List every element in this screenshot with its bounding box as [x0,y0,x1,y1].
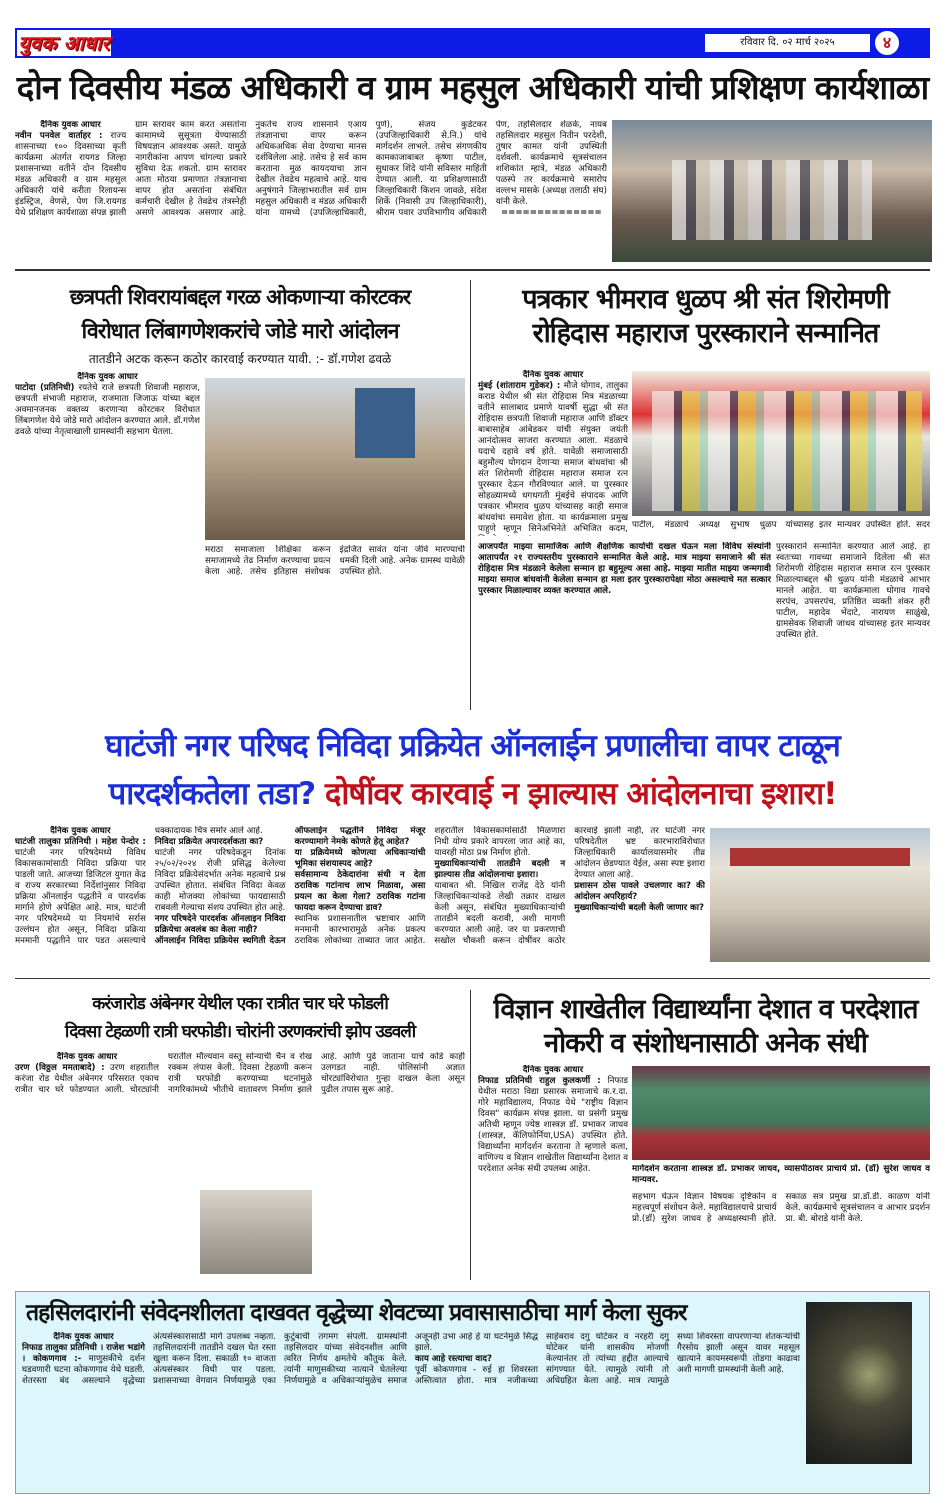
story3-body [478,370,628,536]
story3-caption: पाटील, मंडळाचे अध्यक्ष सुभाष धुळप यांच्यासह इतर मान्यवर उपस्थित होते. सदर [632,520,930,530]
story7-photo [806,1302,912,1464]
issue-date: रविवार दि. ०२ मार्च २०२५ [705,34,870,52]
banner [355,388,415,458]
headline-line: घाटंजी नगर परिषद निविदा प्रक्रियेत ऑनलाईन प्रणालीचा वापर टाळून [105,728,840,764]
dateline: दैनिक युवक आधार [50,826,111,836]
story2-text: मराठा समाजाला शिक्षिका करून समाजामध्ये तेढ निर्माण करण्याचा प्रयत्न केला आहे. तसेच इतिहास संशोधक इंद्रजित सावंत यांना जीवे मारण्याची धमकी दिली आहे. अनेक ग्रामस्थ यावेळी उपस्थित होते. [205,545,465,577]
story6-photo [632,1066,930,1160]
divider [15,978,930,979]
byline: पाटोदा (प्रतिनिधी) [15,383,75,393]
story4-body [15,826,705,968]
story2-photo [205,378,465,540]
headline-line: दिवसा टेहळणी रात्री घरफोडी। चोरांनी उरणकरांची झोप उडवली [64,1022,416,1042]
story3-text: मौजे घोगाव, तालुका कराड येथील श्री संत रोहिदास मित्र मंडळाच्या वतीने सालाबाद प्रमाणे यावर्षी सुद्धा श्री संत रोहिदास छत्रपती शिवाजी महाराज आणि डॉक्टर बाबासाहेब आंबेडकर यांची संयुक्त जयंती आनंदोत्सव साजरा करण्यात आला. मंडळाचे यदाचे दहावे वर्ष होते. यावेळी समाजासाठी बहुमौल्य योगदान देणाऱ्या समाज बांधवांचा श्री संत शिरोमणी रोहिदास महाराज समाज रत्न पुरस्कार देऊन गौरविण्यात आले. या पुरस्कार सोहळ्यामध्ये धगधगती मुंबईचे संपादक आणि पत्रकार भीमराव धुळप यांच्यासह काही समाज बांधवांचा समावेश होता. या कार्यक्रमाला प्रमुख पाहुणे म्हणून सिनेअभिनेते अभिजित कदम, [478,381,628,534]
story2-subhead: तातडीने अटक करून कठोर कारवाई करण्यात यावी. :- डॉ.गणेश ढवळे [88,352,392,366]
dateline: दैनिक युवक आधार [522,1065,584,1075]
story1-body [15,120,607,265]
byline: निफाड तालुका प्रतिनिधी । राजेश भडांगे । कोकणगाव :- [22,1343,145,1364]
headline-line: रोहिदास महाराज पुरस्काराने सन्मानित [532,318,879,349]
text: माणुसकीचे दर्शन घडवणारी घटना कोकणगाव येथे घडली. शेतरस्ता बंद असल्याने वृद्धेच्या अंत्यसंस्कारासाठी मार्ग उपलब्ध नव्हता. तहसिलदारांनी तातडीने दखल घेत रस्ता खुला करून दिला. सकाळी १० वाजता अंत्यसंस्कार विधी पार पडला. प्रशासनाच्या वेगवान निर्णयामुळे एका कुटुंबाची तगमग संपली. ग्रामस्थांनी तहसिलदार यांच्या संवेदनशील आणि त्वरित निर्णय क्षमतेचे कौतुक केले. त्यांनी माणुसकीच्या नात्याने घेतलेल्या निर्णयामुळे व अधिकाऱ्यांमुळेच समाज अजूनही उभा आहे हे या घटनेमुळे सिद्ध झाले. [22,1332,538,1386]
text: घाटंजी नगर परिषदेमध्ये विविध विकासकामांसाठी निविदा प्रक्रिया पार पाडली जाते. आजच्या डिजिटल युगात केंद्र व राज्य सरकारच्या निर्देशांनुसार निविदा प्रक्रिया ऑनलाईन पद्धतीने व पारदर्शक मार्गाने होणे अपेक्षित आहे. मात्र, घाटंजी नगर परिषदेमध्ये या नियमांचे सर्रास उल्लंघन होत असून, निविदा प्रक्रिया मनमानी पद्धतीने पार पडत असल्याचे धक्कादायक चित्र समोर आले आहे. [15,826,263,946]
story2-body [15,372,200,708]
text: घाटंजी नगर परिषदेकडून दिनांक २५/०२/२०२४ रोजी प्रसिद्ध केलेल्या निविदा प्रक्रियेसंदर्भात अनेक महत्वाचे प्रश्न उपस्थित होतात. संबंधित निविदा केवळ काही मोजक्या लोकांच्या फायद्यासाठी राबवली गेल्याचा संशय उपस्थित होत आहे. [154,848,286,913]
headline-line: पत्रकार भीमराव धुळप श्री संत शिरोमणी [522,284,889,315]
masthead [15,28,930,58]
story3-body-right: पुरस्काराने सन्मानित करण्यात आले आहे. हा स्वतःच्या गावच्या समाजाने दिलेला श्री संत शिरोमणी रोहिदास महाराज समाज रत्न पुरस्कार मिळाल्याबद्दल श्री धुळप यांनी मंडळाचे आभार मानले आहेत. या कार्यक्रमाला घोगाव गावचे सरपंच, उपसरपंच, प्रतिष्ठित व्यक्ती शंकर हरी पाटील, महादेव भेंदाटे, नारायण साळुंखे, ग्रामसेवक शिवाजी जाधव यांच्यासह इतर मान्यवर उपस्थित होते. [776,542,930,640]
story6-caption: मार्गदर्शन करताना शास्त्रज्ञ डॉ. प्रभाकर जाधव, व्यासपीठावर प्राचार्य प्रो. (डॉ) सुरेश जाधव व मान्यवर. [632,1164,930,1185]
subheading: प्रशासन ठोस पावले उचलणार का? की आंदोलन अपरिहार्य? [574,881,705,902]
byline: मुंबई (शांताराम गुडेकर) : [478,381,561,391]
subheading: सर्वसामान्य ठेकेदारांना संधी न देता ठराविक गटांनाच लाभ मिळावा, असा प्रयत्न का केला गेला? ठराविक गटांना फायदा करून देण्याचा डाव? [294,870,426,913]
text: याबाबत श्री. निखिल राजेंद्र देठे यांनी जिल्हाधिकाऱ्यांकडे लेखी तक्रार दाखल केली असून, संबंधित मुख्याधिकाऱ्यांची तातडीने बदली करावी, अशी मागणी करण्यात आली आहे. जर या प्रकरणाची सखोल चौकशी करून दोषींवर कठोर कारवाई झाली नाही, तर घाटंजी नगर परिषदेतील भ्रष्ट कारभाराविरोधात जिल्हाधिकारी कार्यालयासमोर तीव्र आंदोलन छेडण्यात येईल, असा स्पष्ट इशारा देण्यात आला आहे. [434,826,705,946]
headline-part-red: दोषींवर कारवाई न झाल्यास आंदोलनाचा इशारा! [324,776,837,812]
text: उरण शहरातील करंजा रोड येथील अंबेनगर परिसरात एकाच रात्रीत चार घरे फोडण्यात आली. चोरट्यांनी घरातील मौल्यवान वस्तू सोन्याची चैन व रोख रक्कम लंपास केली. दिवसा टेहळणी करून रात्री घरफोडी करण्याच्या घटनांमुळे नागरिकांमध्ये भीतीचे वातावरण निर्माण झाले आहे. आणि पुढे जाताना याचे कोडे काही उलगडत नाही. पोलिसांनी अज्ञात चोरट्यांविरोधात गुन्हा दाखल केला असून पुढील तपास सुरू आहे. [15,1052,465,1095]
story1-text: राज्य शासनाच्या १०० दिवसाच्या कृती कार्यक्रमा अंतर्गत रायगड जिल्हा प्रशासनाच्या वतीने दोन दिवसीय मंडळ अधिकारी व ग्राम महसुल अधिकारी यांचे करीता रिलायन्स इंडस्ट्रिज, वेणसे, पेण जि.रायगड येथे प्रशिक्षण कार्यशाळा संपन्न झाली ग्राम स्तरावर काम करत असतांना कामामध्ये सुसूत्रता येण्यासाठी विषयज्ञान आवश्यक असते. यामुळे नागरीकांना आपण चांगल्या प्रकारे सुविधा देऊ शकतो. ग्राम स्तरावर आता मोठया प्रमाणात तंत्रज्ञानाचा वापर होत असतांना संबंधित कर्मचारी देखील हे तेवढेच तंत्रस्नेही असणे आवश्यक असणार आहे. नुकतेच राज्य शासनाने एआय तंत्रज्ञानाचा वापर करून अधिकअधिक सेवा देण्याचा मानस दर्शविलेला आहे. तसेच हे सर्व काम करताना मुळ कायदयाचा ज्ञान देखील तेवढेच महत्वाचे आहे. याच अनुषंगाने जिल्हाभरातील सर्व ग्राम महसुल अधिकारी व मंडळ अधिकारी यांना यामध्ये (उपजिल्हाधिकारी, पुणे), संजय कुडेटकर (उपजिल्हाधिकारी से.नि.) यांचे मार्गदर्शन लाभले. तसेच संगणकीय कामकाजाबाबत कृष्णा पाटील, सुधाकर शिंदे यांनी सविस्तर माहिती देण्यात आली. या प्रशिक्षणासाठी जिल्हाधिकारी किशन जावळे, संदेश शिर्के (निवासी उप जिल्हाधिकारी), श्रीराम पवार उपविभागीय अधिकारी पेण, तहसिलदार शेळके, नायब तहसिलदार महसुल नितीन परदेशी, तुषार कामत यांनी उपस्थिती दर्शवली. कार्यक्रमाचे सूत्रसंचालन शशिकांत म्हात्रे, मंडळ अधिकारी पळस्पे तर कार्यक्रमाचे समारोप वल्लभ मासके (अध्यक्ष तलाठी संघ) यांनी केले. [15,120,607,218]
story2-body-cont [205,545,465,708]
story4-headline [15,722,930,818]
story2-text: रयतेचे राजे छत्रपती शिवाजी महाराज, छत्रपती संभाजी महाराज, राजमाता जिजाऊ यांच्या बद्दल अवमानजनक वक्तव्य करणाऱ्या कोरटकर विरोधात लिंबागणेश येथे जोडे मारो आंदोलन करण्यात आले. डॉ.गणेश ढवळे यांच्या नेतृत्वाखाली ग्रामस्थांनी सहभाग घेतला. [15,383,200,437]
story1-headline: दोन दिवसीय मंडळ अधिकारी व ग्राम महसुल अधिकारी यांची प्रशिक्षण कार्यशाळा [16,68,929,107]
story3-headline [478,283,933,351]
story7-headline: तहसिलदारांनी संवेदनशीलता दाखवत वृद्धेच्या शेवटच्या प्रवासासाठीचा मार्ग केला सुकर [26,1300,687,1326]
byline: नवीन पनवेल वार्ताहर : [15,131,103,141]
subheading: या प्रक्रियेमध्ये कोणत्या अधिकाऱ्यांची भूमिका संशयास्पद आहे? [294,848,426,869]
headline-line: करंजारोड अंबेनगर येथील एका रात्रीत चार घरे फोडली [92,994,388,1014]
headline-line: विज्ञान शाखेतील विद्यार्थ्यांना देशात व परदेशात [493,994,918,1025]
subheading: काय आहे रस्त्याचा वाद? [415,1354,492,1364]
dateline: दैनिक युवक आधार [53,1332,114,1342]
dateline: दैनिक युवक आधार [56,1052,118,1062]
newspaper-logo: युवक आधार [18,31,110,55]
subheading: मुख्याधिकाऱ्यांची बदली केली जाणार का? [574,903,704,913]
headline-line: नोकरी व संशोधनासाठी अनेक संधी [544,1028,867,1059]
subheading: निविदा प्रक्रियेत अपारदर्शकता का? [154,837,264,847]
story6-body-cont: सहभाग घेऊन विज्ञान विषयक दृष्टिकोन व महत्त्वपूर्ण संशोधन केले. महाविद्यालयाचे प्राचार्य प्रो.(डॉ) सुरेश जाधव हे अध्यक्षस्थानी होते. सकाळ सत्र प्रमुख प्रा.डॉ.डी. काळण यांनी केले. कार्यक्रमाचे सूत्रसंचालन व आभार प्रदर्शन प्रा. बी. बोराडे यांनी केले. [632,1192,930,1224]
story5-photo [200,1190,312,1274]
story6-body [478,1065,628,1277]
text: निफाड येथील मराठा विद्या प्रसारक समाजाचे क.र.दा. गोरे महाविद्यालय, निफाड येथे "राष्ट्रीय विज्ञान दिवस" कार्यक्रम संपन्न झाला. या प्रसंगी प्रमुख अतिथी म्हणून ज्येष्ठ शास्त्रज्ञ डॉ. प्रभाकर जाधव (शास्त्रज्ञ, कॅलिफोर्निया,USA) उपस्थित होते. विद्यार्थ्यांना मार्गदर्शन करताना ते म्हणाले कला, वाणिज्य व विज्ञान शाखेतील विद्यार्थ्यांना देशात व परदेशात अनेक संधी उपलब्ध आहेत. [478,1076,628,1174]
page-number: ४ [875,31,899,55]
story7-box [15,1291,930,1494]
divider [470,280,471,710]
story3-quote: आजपर्यंत माझ्या सामाजिक आणि शैक्षणिक कार्याची दखल घेऊन मला विविध संस्थांनी आतापर्यंत २१ राज्यस्तरीय पुरस्काराने सन्मानित केले आहे. मात्र माझ्या समाजाने श्री संत रोहिदास मित्र मंडळाने केलेला सन्मान हा बहुमूल्य असा आहे. माझ्या मातीत माझ्या जन्मगावी माझ्या समाज बांधवांनी केलेला सन्मान हा मला इतर पुरस्कारापेक्षा मोठा असल्याचे मत सत्कार पुरस्कार मिळाल्यावर व्यक्त करण्यात आले. [478,542,771,596]
story3-photo [632,371,930,516]
byline: घाटंजी तालुका प्रतिनिधी । महेश पेन्दोर : [15,837,146,847]
dateline: दैनिक युवक आधार [522,370,584,380]
text: पूर्वी कोकणगाव - रुई हा शिवरस्ता अस्तित्वात होता. मात्र नजीकच्या साहेबराव दगु घोटेकर व नरहरी दगु घोटेकर यांनी शासकीय मोजणी केल्यानंतर तो त्यांच्या हद्दीत आल्याचे सांगण्यात येते. त्यामुळे त्यांनी तो अधिग्रहित केला आहे. मात्र त्यामुळे सध्या शिवरस्ता वापरणाऱ्या शेतकऱ्यांची गैरसोय झाली असून यावर महसूल खात्याने कायमस्वरूपी तोडगा काढावा अशी मागणी ग्रामस्थांनी केली आहे. [415,1332,800,1386]
headline-part-blue: पारदर्शकतेला तडा? [108,776,316,812]
story2-headline [15,280,465,348]
byline: निफाड प्रतिनिधी राहुल कुलकर्णी : [478,1076,601,1086]
story4-photo [710,828,930,962]
text: स्थानिक प्रशासनातील भ्रष्टाचार आणि मनमानी कारभारामुळे अनेक प्रकल्प ठराविक लोकांच्या ताब्यात जात आहेत. शहरातील विकासकामांसाठी मिळणारा निधी योग्य प्रकारे वापरला जात आहे का, यावरही मोठा प्रश्न निर्माण होतो. [294,826,566,946]
story7-body [22,1332,800,1490]
divider [15,269,930,271]
divider [470,990,471,1280]
people-group [672,160,872,240]
dateline: दैनिक युवक आधार [77,372,138,382]
story5-headline [15,990,465,1046]
dateline: दैनिक युवक आधार [40,120,101,130]
subheading: मुख्याधिकाऱ्यांची तातडीने बदली न झाल्यास तीव्र आंदोलनाचा इशारा। [434,859,566,880]
headline-line: छत्रपती शिवरायांबद्दल गरळ ओकणाऱ्या कोरटकर [69,285,411,309]
separator: ============== [500,208,602,218]
subheading: नगर परिषदेने पारदर्शक ऑनलाइन निविदा प्रक्रियेचा अवलंब का केला नाही? [154,914,286,935]
story1-photo [612,120,932,262]
story6-headline [478,993,933,1061]
byline: उरण (विठ्ठल ममताबादे) : [15,1063,105,1073]
subheading: ऑनलाईन निविदा प्रक्रियेस स्थगिती देऊन ऑफलाईन पद्धतीने निविदा मंजूर करण्यामागे नेमके कोणते हेतू आहेत? [154,826,426,946]
building-sign [730,848,910,866]
headline-line [15,770,930,818]
people-group [652,391,922,511]
headline-line: विरोधात लिंबागणेशकरांचे जोडे मारो आंदोलन [81,319,399,343]
